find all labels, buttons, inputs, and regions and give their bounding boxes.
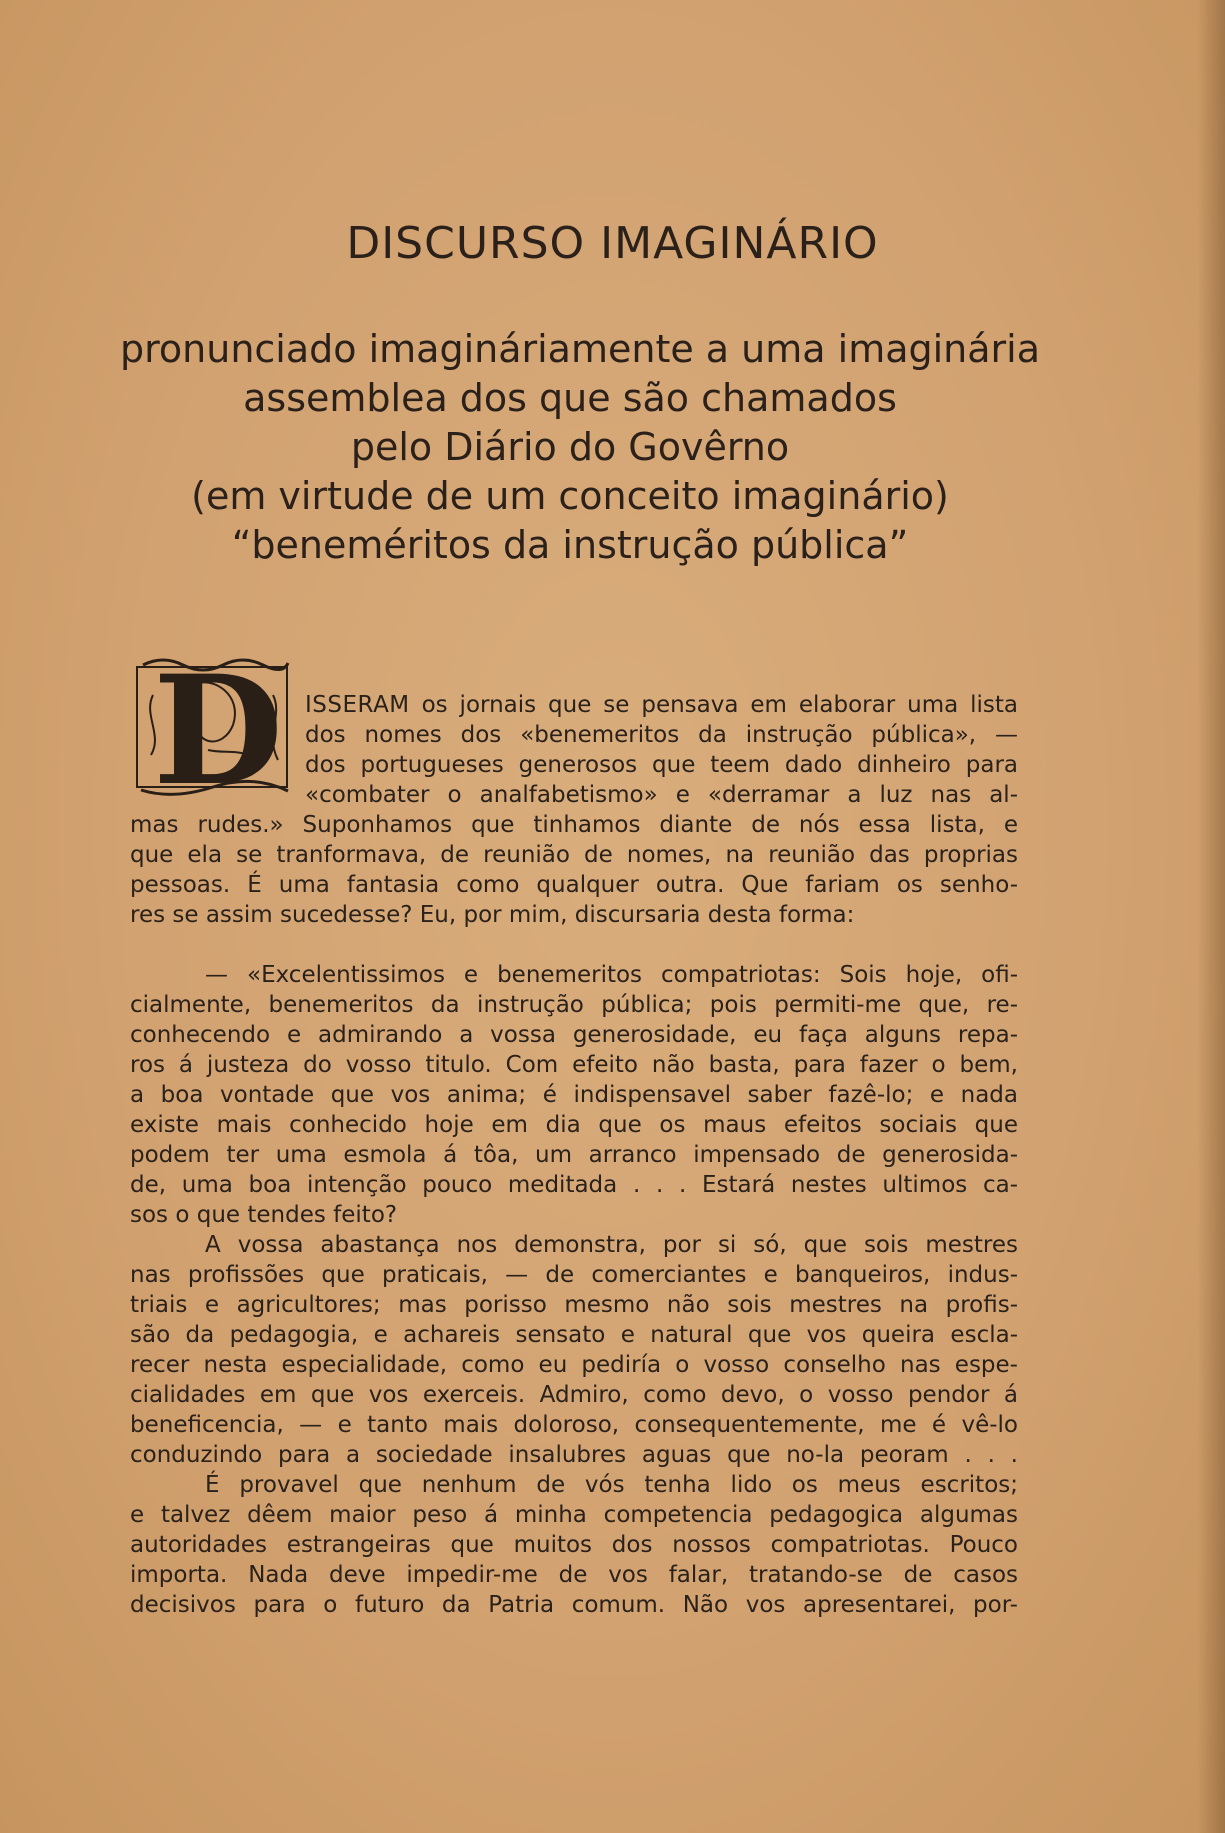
text-line: res se assim sucedesse? Eu, por mim, discursaria desta forma: [130, 902, 855, 928]
subtitle-line: assemblea dos que são chamados [243, 376, 897, 420]
text-line: cialidades em que vos exerceis. Admiro, como devo, o vosso pendor á [130, 1382, 1018, 1408]
text-line: e talvez dêem maior peso á minha competencia pedagogica algumas [130, 1502, 1018, 1528]
text-line: nas profissões que praticais, — de comerciantes e banqueiros, indus- [130, 1262, 1018, 1288]
text-line: cialmente, benemeritos da instrução pública; pois permiti-me que, re- [130, 992, 1018, 1018]
text-line: recer nesta especialidade, como eu pediría o vosso conselho nas espe- [130, 1352, 1018, 1378]
text-line: são da pedagogia, e achareis sensato e natural que vos queira escla- [130, 1322, 1018, 1348]
drop-cap-letter: D [153, 655, 284, 803]
subtitle-line: (em virtude de um conceito imaginário) [191, 474, 949, 518]
drop-cap-start: ISSERAM [305, 692, 410, 718]
text-line: triais e agricultores; mas porisso mesmo não sois mestres na profis- [130, 1292, 1018, 1318]
text-line: dos nomes dos «benemeritos da instrução pública», — [305, 722, 1018, 748]
text-line: beneficencia, — e tanto mais doloroso, consequentemente, me é vê-lo [130, 1412, 1018, 1438]
text-line: «combater o analfabetismo» e «derramar a luz nas al- [305, 782, 1018, 808]
text-line: — «Excelentissimos e benemeritos compatriotas: Sois hoje, ofi- [205, 962, 1018, 988]
text-line: a boa vontade que vos anima; é indispensavel saber fazê-lo; e nada [130, 1082, 1018, 1108]
text-line: importa. Nada deve impedir-me de vos falar, tratando-se de casos [130, 1562, 1018, 1588]
text-line: conduzindo para a sociedade insalubres aguas que no-la peoram . . . [130, 1442, 1018, 1468]
text-line: sos o que tendes feito? [130, 1202, 398, 1228]
page-title: DISCURSO IMAGINÁRIO [346, 218, 879, 269]
subtitle-line: “beneméritos da instrução pública” [231, 523, 909, 567]
text-line: dos portugueses generosos que teem dado dinheiro para [305, 752, 1018, 778]
page-edge-shadow [1197, 0, 1225, 1833]
text-line: autoridades estrangeiras que muitos dos nossos compatriotas. Pouco [130, 1532, 1018, 1558]
text-line: A vossa abastança nos demonstra, por si só, que sois mestres [205, 1232, 1018, 1258]
text-line: mas rudes.» Suponhamos que tinhamos diante de nós essa lista, e [130, 812, 1018, 838]
text-line: ros á justeza do vosso titulo. Com efeito não basta, para fazer o bem, [130, 1052, 1018, 1078]
subtitle-line: pronunciado imagináriamente a uma imaginária [120, 327, 1041, 371]
text-line: de, uma boa intenção pouco meditada . . . Estará nestes ultimos ca- [130, 1172, 1018, 1198]
text-line: É provavel que nenhum de vós tenha lido os meus escritos; [205, 1472, 1018, 1498]
text-line: existe mais conhecido hoje em dia que os maus efeitos sociais que [130, 1112, 1018, 1138]
text-line: decisivos para o futuro da Patria comum. Não vos apresentarei, por- [130, 1592, 1018, 1618]
text-line: conhecendo e admirando a vossa generosidade, eu faça alguns repa- [130, 1022, 1018, 1048]
subtitle-line: pelo Diário do Govêrno [350, 425, 790, 469]
body-text [130, 690, 1018, 1620]
text-line: pessoas. É uma fantasia como qualquer outra. Que fariam os senho- [130, 872, 1018, 898]
subtitle [120, 325, 1041, 570]
text-line: que ela se tranformava, de reunião de nomes, na reunião das proprias [130, 842, 1018, 868]
text-line: podem ter uma esmola á tôa, um arranco impensado de generosida- [130, 1142, 1018, 1168]
text-line: ISSERAM os jornais que se pensava em elaborar uma lista [305, 692, 1018, 718]
